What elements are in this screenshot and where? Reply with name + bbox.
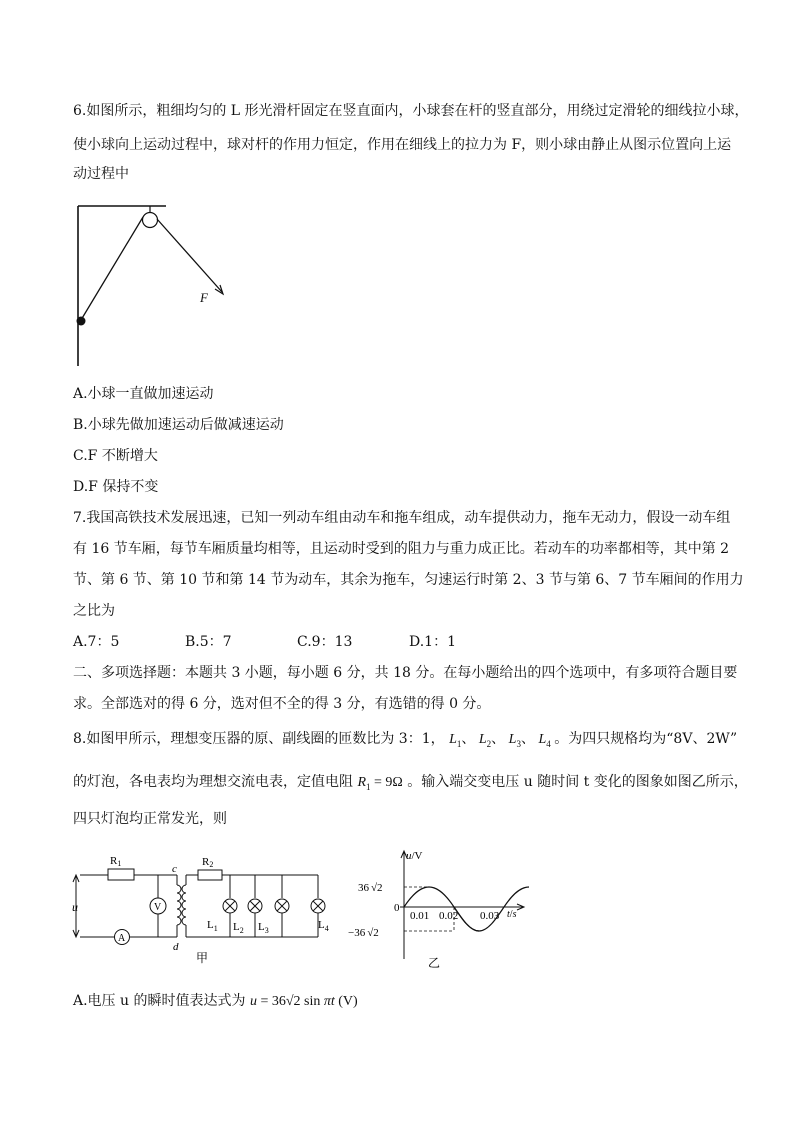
svg-text:L1: $L_1$ (207, 919, 218, 933)
tick-0-03: 0.03 (480, 910, 500, 922)
u-label: u (72, 900, 78, 914)
q6-stem-line-2: 使小球向上运动过程中，球对杆的作用力恒定，作用在细线上的拉力为 F，则小球由静止从图示位置向上运 (73, 137, 732, 153)
r1-label: R1 (110, 855, 122, 868)
secondary-coil (182, 885, 186, 925)
section2-heading-line-2: 求。全部选对的得 6 分，选对但不全的得 3 分，有选错的得 0 分。 (73, 696, 491, 712)
q8-option-a (73, 991, 358, 1012)
q8-line-2 (73, 772, 748, 797)
lamp-l2: $L_2$ (478, 732, 492, 749)
ymin-label: −36 √2 (348, 927, 379, 939)
origin-label: 0 (394, 902, 400, 914)
tick-0-02: 0.02 (439, 910, 459, 922)
q6-option-a: A.小球一直做加速运动 (73, 386, 214, 402)
lamp-l1: $L_1$ (449, 732, 462, 749)
q6-figure (70, 196, 240, 368)
force-label-F: F (200, 290, 208, 305)
q6-option-c: C.F 不断增大 (73, 448, 158, 464)
q7-option-a: A.7：5 (73, 634, 120, 650)
lamp-l4-symbol (311, 875, 329, 937)
y-axis-label: u/V (406, 850, 423, 862)
q8-voltage-graph (344, 847, 534, 972)
q8-option-a-prefix: A.电压 u 的瞬时值表达式为 (73, 993, 246, 1009)
q7-option-c: C.9：13 (297, 634, 353, 650)
figure-caption-jia: 甲 (196, 951, 209, 965)
q6-option-d: D.F 保持不变 (73, 479, 159, 495)
q6-option-b: B.小球先做加速运动后做减速运动 (73, 417, 284, 433)
ball (77, 317, 86, 326)
c-label: c (172, 863, 177, 875)
q7-option-d: D.1：1 (409, 634, 456, 650)
svg-text:L4: $L_4$ (318, 919, 329, 933)
voltmeter-label: V (154, 902, 162, 913)
ammeter-label: A (118, 933, 126, 944)
lamp-l4: $L_4$ (538, 732, 551, 749)
string-to-ball (81, 217, 143, 320)
string-to-hand (157, 219, 222, 292)
q7-stem-line-4: 之比为 (73, 603, 115, 619)
pulley (143, 213, 158, 228)
primary-coil (177, 885, 181, 925)
svg-text:L3: $L_3$ (258, 921, 269, 935)
q8-line-3: 四只灯泡均正常发光，则 (73, 811, 227, 827)
q8-line1-pre: 8.如图甲所示，理想变压器的原、副线圈的匝数比为 3：1， (73, 731, 445, 747)
d-label: d (173, 941, 179, 953)
tick-0-01: 0.01 (410, 910, 430, 922)
section2-heading-line-1: 二、多项选择题：本题共 3 小题，每小题 6 分，共 18 分。在每小题给出的四个选项中，有多项符合题目要 (73, 665, 738, 681)
q7-stem-line-1: 7.我国高铁技术发展迅速，已知一列动车组由动车和拖车组成，动车提供动力，拖车无动力，假设一动车组 (73, 510, 731, 526)
q6-stem-line-1: 6.如图所示，粗细均匀的 L 形光滑杆固定在竖直面内，小球套在杆的竖直部分，用绕过定滑轮的细线拉小球， (73, 103, 749, 119)
q8-circuit-figure (70, 845, 340, 970)
resistor-r1 (108, 869, 134, 880)
q7-option-b: B.5：7 (185, 634, 232, 650)
lamp-l3-symbol (258, 875, 289, 937)
ymax-label: 36 √2 (358, 882, 383, 894)
lamp-l3: $L_3$ (508, 732, 521, 749)
q8-option-a-expression: u = 36√2 sin πt (V) (249, 994, 358, 1009)
q8-line1-post: 。为四只规格均为“8V、2W” (554, 731, 738, 747)
svg-text:L2: $L_2$ (233, 921, 244, 935)
r2-label: R2 (202, 856, 214, 869)
q7-stem-line-3: 节、第 6 节、第 10 节和第 14 节为动车，其余为拖车，匀速运行时第 2、3 节与第 6、7 节车厢间的作用力 (73, 572, 744, 588)
q7-stem-line-2: 有 16 节车厢，每节车厢质量均相等，且运动时受到的阻力与重力成正比。若动车的功率都相等，其中第 2 (73, 541, 730, 557)
q8-line2-pre: 的灯泡，各电表均为理想交流电表，定值电阻 (73, 774, 353, 790)
q6-stem-line-3: 动过程中 (73, 166, 129, 182)
x-axis-label: t/s (507, 909, 517, 920)
lamp-list: $L_1$、 $L_2$、 $L_3$、 $L_4$ (449, 732, 551, 749)
q8-line-1 (73, 729, 738, 754)
figure-caption-yi: 乙 (428, 956, 441, 970)
q8-line2-post: 。输入端交变电压 u 随时间 t 变化的图象如图乙所示， (407, 774, 748, 790)
r1-equation: $R_1 = 9\Omega$ (357, 775, 403, 792)
resistor-r2 (198, 870, 222, 880)
